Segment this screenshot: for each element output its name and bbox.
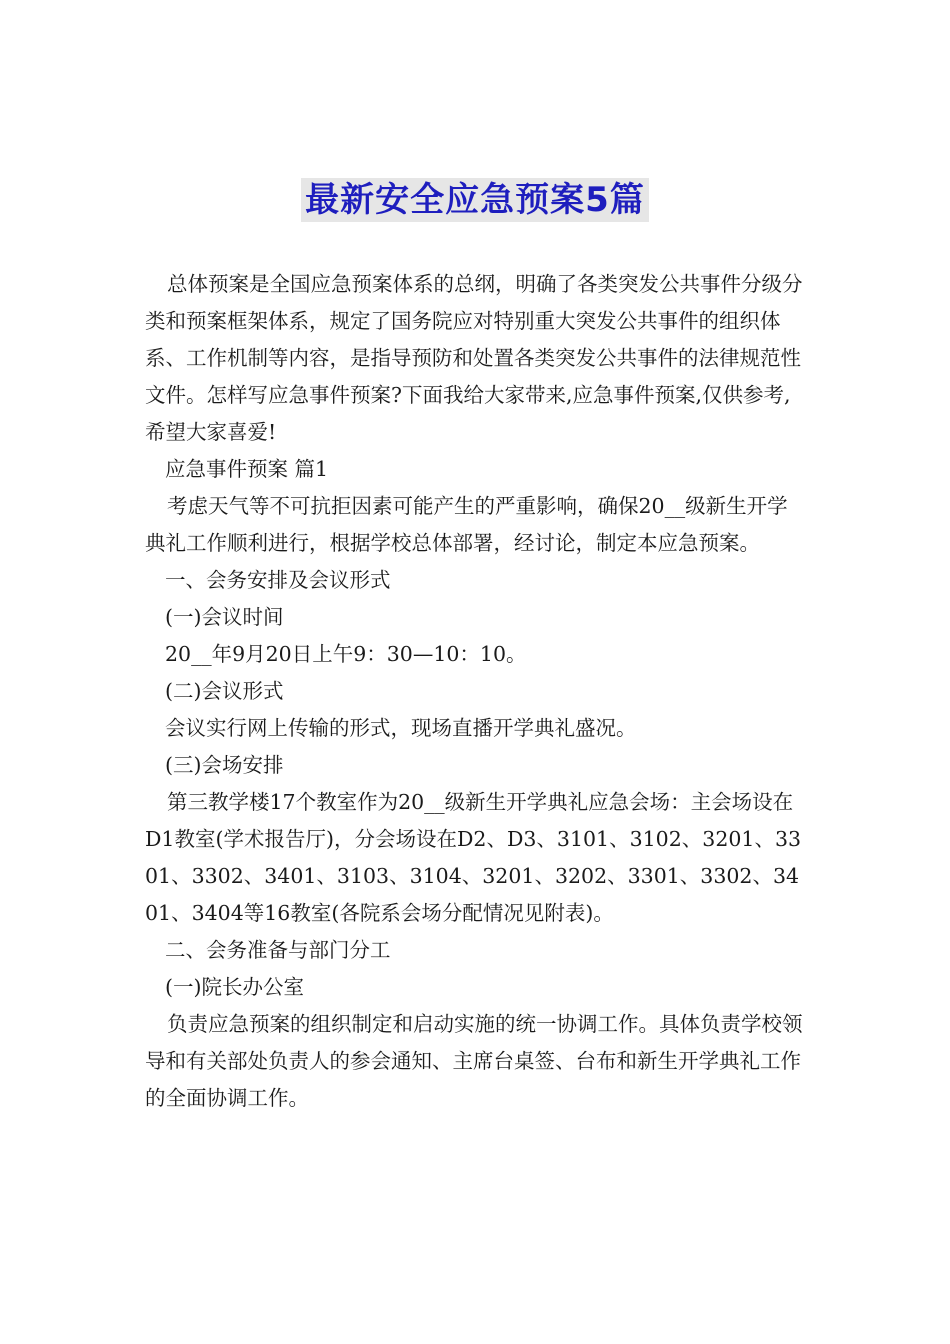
intro-paragraph: 总体预案是全国应急预案体系的总纲，明确了各类突发公共事件分级分类和预案框架体系，规定了国务院应对特别重大突发公共事件的组织体系、工作机制等内容，是指导预防和处置各类突发公共事件的法律规范性文件。怎样写应急事件预案?下面我给大家带来,应急事件预案,仅供参考,希望大家喜爱! [145, 272, 803, 444]
subsection-heading: (一)院长办公室 [165, 975, 304, 999]
section-heading: 二、会务准备与部门分工 [165, 938, 391, 962]
subsection-heading: (二)会议形式 [165, 679, 284, 703]
body-paragraph: 会议实行网上传输的形式，现场直播开学典礼盛况。 [165, 716, 637, 740]
section-heading: 应急事件预案 篇1 [165, 457, 329, 481]
body-paragraph: 考虑天气等不可抗拒因素可能产生的严重影响，确保20__级新生开学典礼工作顺利进行，根据学校总体部署，经讨论，制定本应急预案。 [145, 494, 788, 555]
document-body [145, 266, 807, 1117]
document-title: 最新安全应急预案5篇 [301, 178, 649, 222]
body-paragraph: 第三教学楼17个教室作为20__级新生开学典礼应急会场：主会场设在D1教室(学术报告厅)，分会场设在D2、D3、3101、3102、3201、3301、3302、3401、3103、3104、3201、3202、3301、3302、3401、3404等16教室(各院系会场分配情况见附表)。 [145, 790, 802, 925]
body-paragraph: 负责应急预案的组织制定和启动实施的统一协调工作。具体负责学校领导和有关部处负责人的参会通知、主席台桌签、台布和新生开学典礼工作的全面协调工作。 [145, 1012, 803, 1110]
section-heading: 一、会务安排及会议形式 [165, 568, 391, 592]
subsection-heading: (一)会议时间 [165, 605, 284, 629]
title-container [0, 178, 950, 222]
subsection-heading: (三)会场安排 [165, 753, 284, 777]
body-paragraph: 20__年9月20日上午9：30—10：10。 [165, 642, 527, 666]
